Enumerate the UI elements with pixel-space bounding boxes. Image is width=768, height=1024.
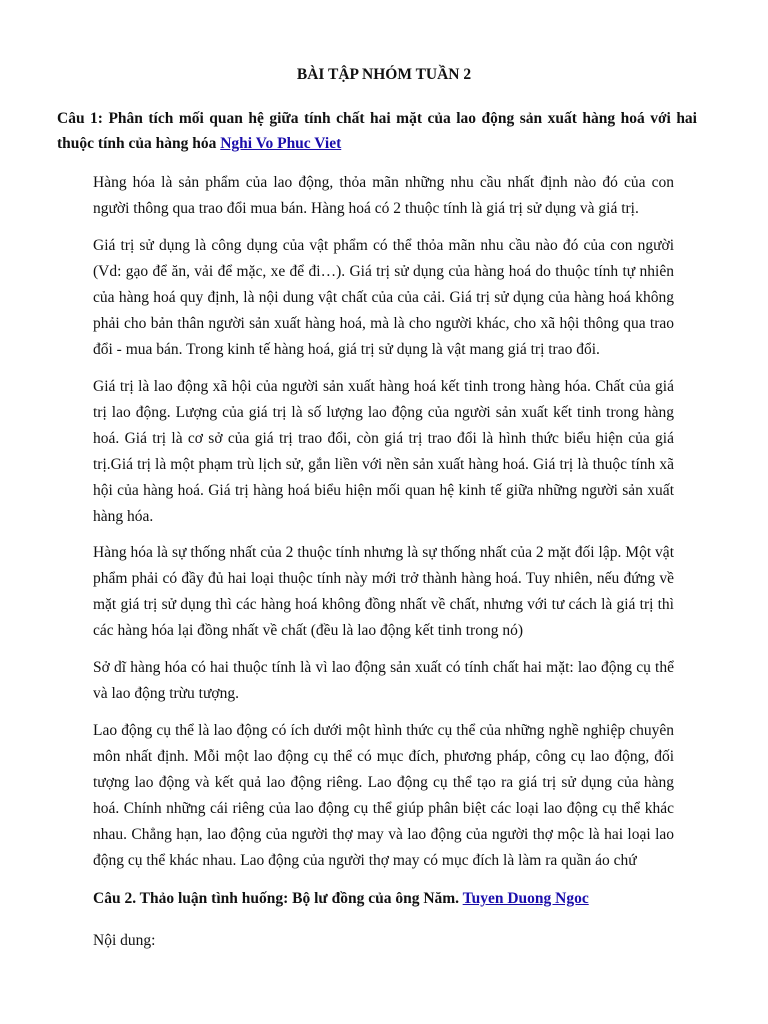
question-2-text: Câu 2. Thảo luận tình huống: Bộ lư đồng của ông Năm.: [93, 890, 463, 907]
question-2-heading: [93, 886, 697, 911]
question-1-author-link[interactable]: Nghi Vo Phuc Viet: [220, 135, 342, 152]
content-label: Nội dung:: [93, 932, 156, 949]
paragraph-3: Giá trị là lao động xã hội của người sản xuất hàng hoá kết tinh trong hàng hóa. Chất của giá trị lao động. Lượng của giá trị là số lượng lao động của người sản xuất kết tinh trong hàng hoá. Giá trị là cơ sở của giá trị trao đổi, còn giá trị trao đổi là hình thức biểu hiện của giá trị.Giá trị là một phạm trù lịch sử, gắn liền với nền sản xuất hàng hoá. Giá trị là thuộc tính xã hội của hàng hoá. Giá trị hàng hoá biểu hiện mối quan hệ kinh tế giữa những người sản xuất hàng hóa.: [93, 378, 674, 525]
paragraph-6: Lao động cụ thể là lao động có ích dưới một hình thức cụ thể của những nghề nghiệp chuyên môn nhất định. Mỗi một lao động cụ thể có mục đích, phương pháp, công cụ lao động, đối tượng lao động và kết quả lao động riêng. Lao động cụ thể tạo ra giá trị sử dụng của hàng hoá. Chính những cái riêng của lao động cụ thể giúp phân biệt các loại lao động cụ thể khác nhau. Chẳng hạn, lao động của người thợ may và lao động của người thợ mộc là hai loại lao động cụ thể khác nhau. Lao động của người thợ may có mục đích là làm ra quần áo chứ: [93, 722, 674, 869]
paragraph-4: Hàng hóa là sự thống nhất của 2 thuộc tính nhưng là sự thống nhất của 2 mặt đối lập. Một vật phẩm phải có đầy đủ hai loại thuộc tính này mới trở thành hàng hoá. Tuy nhiên, nếu đứng về mặt giá trị sử dụng thì các hàng hoá không đồng nhất về chất, nhưng với tư cách là giá trị thì các hàng hóa lại đồng nhất về chất (đều là lao động kết tinh trong nó): [93, 544, 674, 639]
paragraph-2: Giá trị sử dụng là công dụng của vật phẩm có thể thỏa mãn nhu cầu nào đó của con người (Vd: gạo để ăn, vải để mặc, xe để đi…). Giá trị sử dụng của hàng hoá do thuộc tính tự nhiên của hàng hoá quy định, là nội dung vật chất của của cải. Giá trị sử dụng của hàng hoá không phải cho bản thân người sản xuất hàng hoá, mà là cho người khác, cho xã hội thông qua trao đổi - mua bán. Trong kinh tế hàng hoá, giá trị sử dụng là vật mang giá trị trao đổi.: [93, 237, 674, 358]
document-title: BÀI TẬP NHÓM TUẦN 2: [296, 66, 472, 83]
question-2-author-link[interactable]: Tuyen Duong Ngoc: [462, 890, 589, 907]
paragraph-1: Hàng hóa là sản phẩm của lao động, thỏa mãn những nhu cầu nhất định nào đó của con người thông qua trao đổi mua bán. Hàng hoá có 2 thuộc tính là giá trị sử dụng và giá trị.: [93, 174, 674, 217]
question-1-heading: [57, 106, 697, 156]
paragraph-5: Sở dĩ hàng hóa có hai thuộc tính là vì lao động sản xuất có tính chất hai mặt: lao động cụ thể và lao động trừu tượng.: [93, 659, 674, 702]
question-1-text: Câu 1: Phân tích mối quan hệ giữa tính chất hai mặt của lao động sản xuất hàng hoá với hai thuộc tính của hàng hóa: [57, 110, 697, 152]
